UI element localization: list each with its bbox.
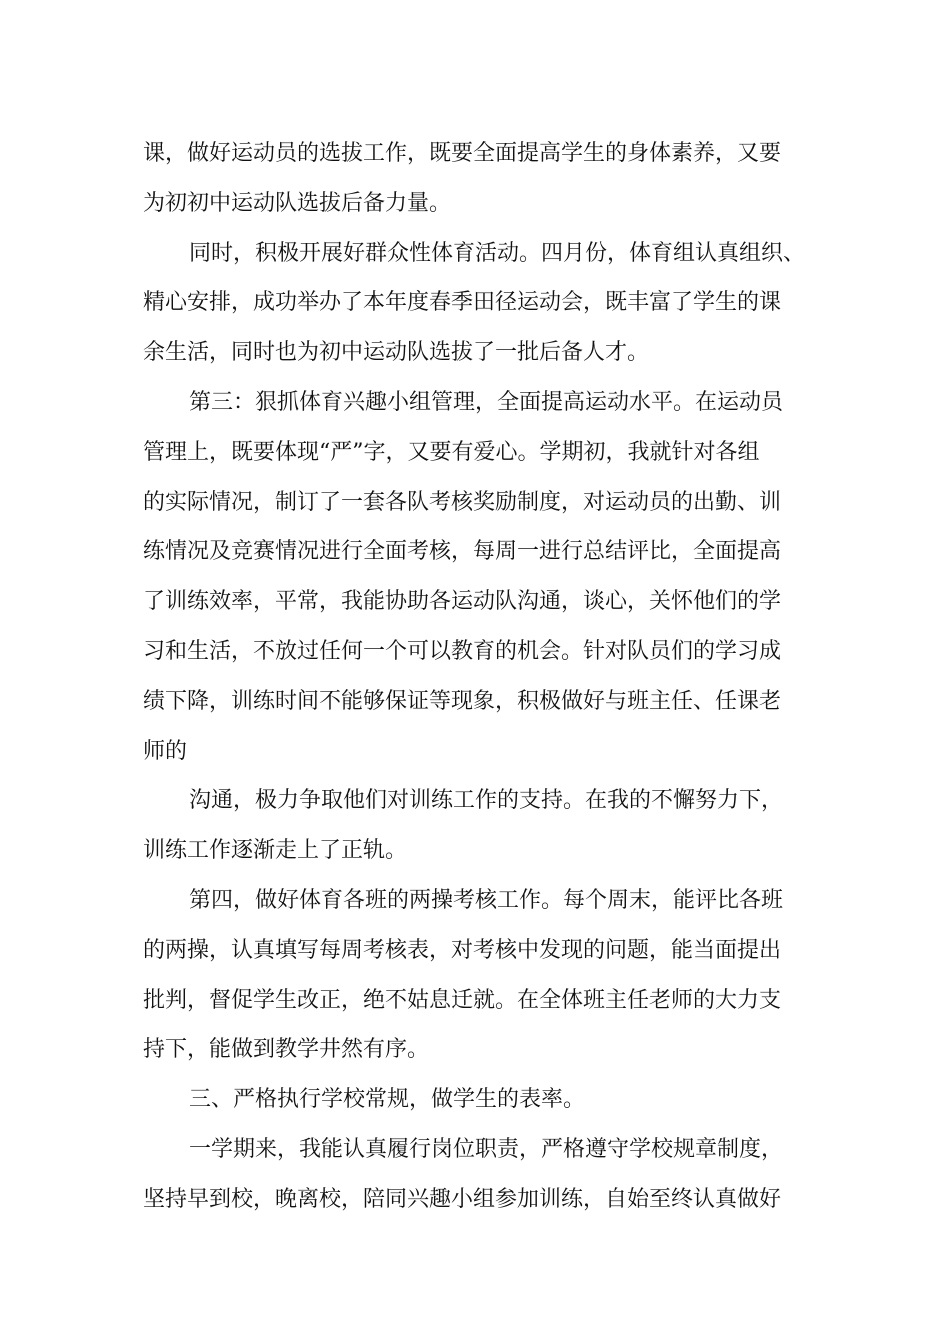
text-line: 一学期来，我能认真履行岗位职责，严格遵守学校规章制度， [189, 1136, 784, 1162]
text-line: 批判，督促学生改正，绝不姑息迁就。在全体班主任老师的大力支 [143, 987, 782, 1013]
text-line: 为初初中运动队选拔后备力量。 [143, 190, 452, 216]
text-line: 绩下降，训练时间不能够保证等现象，积极做好与班主任、任课老 [143, 688, 782, 714]
text-line: 练情况及竞赛情况进行全面考核，每周一进行总结评比，全面提高 [143, 539, 782, 565]
text-line: 坚持早到校，晚离校，陪同兴趣小组参加训练，自始至终认真做好 [143, 1186, 782, 1212]
text-line: 持下，能做到教学井然有序。 [143, 1037, 430, 1063]
text-line: 课，做好运动员的选拔工作，既要全面提高学生的身体素养，又要 [143, 141, 782, 166]
text-line: 精心安排，成功举办了本年度春季田径运动会，既丰富了学生的课 [143, 290, 782, 316]
text-line: 习和生活，不放过任何一个可以教育的机会。针对队员们的学习成 [143, 638, 782, 664]
text-line: 三、严格执行学校常规，做学生的表率。 [189, 1087, 586, 1113]
text-line: 了训练效率，平常，我能协助各运动队沟通，谈心，关怀他们的学 [143, 589, 782, 615]
text-line: 训练工作逐渐走上了正轨。 [143, 838, 408, 864]
text-line: 师的 [143, 738, 188, 764]
text-line: 沟通，极力争取他们对训练工作的支持。在我的不懈努力下， [189, 788, 784, 814]
text-line: 管理上，既要体现“严”字，又要有爱心。学期初，我就针对各组 [143, 439, 760, 465]
text-line: 同时，积极开展好群众性体育活动。四月份，体育组认真组织、 [189, 240, 806, 266]
text-line: 第三：狠抓体育兴趣小组管理，全面提高运动水平。在运动员 [189, 389, 784, 415]
document-body [143, 129, 813, 1225]
text-line: 的两操，认真填写每周考核表，对考核中发现的问题，能当面提出 [143, 937, 782, 963]
text-line: 的实际情况，制订了一套各队考核奖励制度，对运动员的出勤、训 [143, 489, 782, 515]
text-line: 余生活，同时也为初中运动队选拔了一批后备人才。 [143, 340, 650, 366]
text-line: 第四，做好体育各班的两操考核工作。每个周末，能评比各班 [189, 887, 784, 913]
